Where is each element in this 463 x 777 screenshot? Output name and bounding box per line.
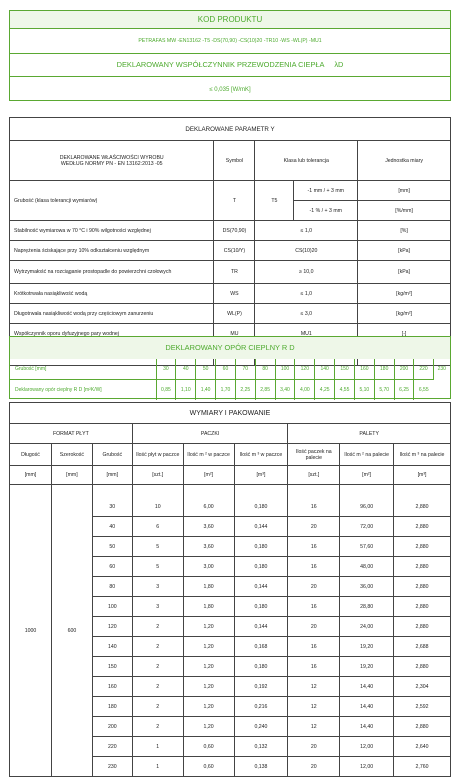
table-cell: 0,132 [234,737,288,757]
table-cell: 1,20 [183,677,234,697]
param-symbol: MU [214,324,255,344]
table-cell: 60 [92,557,132,577]
declared-conductivity-label: DEKLAROWANY WSPÓŁCZYNNIK PRZEWODZENIA CIEPŁA [116,60,325,69]
packaging-unit: [mm] [10,466,52,485]
packaging-header: Ilość m ³ w paczce [234,444,288,466]
table-cell: 2,760 [394,757,451,777]
packaging-header-row [10,444,451,466]
product-code: PETRAFAS MW -EN13162 -T5 -DS(70,90) -CS(10)20 -TR10 -WS -WL(P) -MU1 [10,28,450,53]
packaging-unit: [m³] [234,466,288,485]
thickness-value: 160 [354,359,374,380]
table-cell: 0,144 [234,617,288,637]
table-cell: 180 [92,697,132,717]
table-cell: 12 [288,677,340,697]
resistance-value: 6,55 [414,380,433,401]
packaging-header: Długość [10,444,52,466]
table-cell: 0,180 [234,537,288,557]
table-cell: 80 [92,577,132,597]
thickness-value: 220 [414,359,433,380]
param-class: ≥ 10,0 [255,261,358,284]
pallets-label: PALETY [288,424,451,444]
resistance-value: 5,70 [374,380,394,401]
table-cell: 2 [132,617,183,637]
thickness-value: 70 [235,359,255,380]
thickness-row [10,359,450,380]
packaging-header: Ilość paczek na palecie [288,444,340,466]
table-cell: 1,80 [183,597,234,617]
table-cell: 40 [92,517,132,537]
param-class: ≤ 1,0 [255,284,358,304]
param-class: CS(10)20 [255,241,358,261]
table-cell: 2,688 [394,637,451,657]
table-cell: 0,240 [234,717,288,737]
table-cell: 24,00 [340,617,394,637]
table-cell: 14,40 [340,717,394,737]
param-symbol: DS(70,90) [214,221,255,241]
params-col-property: DEKLAROWANE WŁAŚCIWOŚCI WYROBU WEDŁUG NORMY PN - EN 13162:2013 -05 [10,141,214,181]
param-tolerance: -1 % / + 3 mm [294,201,358,221]
packaging-unit: [m²] [183,466,234,485]
table-cell: 3,60 [183,537,234,557]
thermal-resistance-title: DEKLAROWANY OPÓR CIEPLNY R D [10,337,450,359]
table-cell: 2 [132,657,183,677]
table-cell: 0,60 [183,737,234,757]
table-cell: 1,20 [183,657,234,677]
table-cell: 28,80 [340,597,394,617]
resistance-value: 3,40 [275,380,295,401]
table-cell: 10 [132,485,183,517]
table-cell: 30 [92,485,132,517]
param-class: ≤ 3,0 [255,304,358,324]
table-cell: 2,880 [394,657,451,677]
param-unit: [kg/m²] [358,304,451,324]
table-cell: 12 [288,717,340,737]
thickness-value: 120 [295,359,315,380]
param-class: ≤ 1,0 [255,221,358,241]
table-cell: 6 [132,517,183,537]
table-cell: 50 [92,537,132,557]
table-cell: 2,880 [394,485,451,517]
param-unit: [-] [358,324,451,344]
thickness-value: 150 [335,359,355,380]
resistance-row [10,380,450,401]
table-cell: 16 [288,637,340,657]
table-cell: 57,60 [340,537,394,557]
table-cell: 0,216 [234,697,288,717]
param-unit: [kPa] [358,261,451,284]
param-symbol: WL(P) [214,304,255,324]
param-symbol: T [214,181,255,221]
packaging-unit: [m³] [394,466,451,485]
table-cell: 1,20 [183,637,234,657]
packaging-header: Ilość m ³ na palecie [394,444,451,466]
param-unit: [mm] [358,181,451,201]
table-cell: 150 [92,657,132,677]
resistance-value: 6,25 [394,380,414,401]
packaging-units-row [10,466,451,485]
table-cell: 0,60 [183,757,234,777]
table-cell: 16 [288,657,340,677]
param-property: Naprężenia ściskające przy 10% odkształceniu względnym [10,241,214,261]
table-row [10,485,451,517]
table-cell: 2,304 [394,677,451,697]
resistance-value: 1,10 [176,380,196,401]
thickness-value: 80 [255,359,275,380]
length-value: 1000 [10,485,52,777]
table-cell: 12,00 [340,737,394,757]
table-cell: 96,00 [340,485,394,517]
param-property: Krótkotrwała nasiąkliwość wodą [10,284,214,304]
table-cell: 16 [288,485,340,517]
table-cell: 1,20 [183,717,234,737]
resistance-value: 1,70 [216,380,236,401]
table-cell: 20 [288,577,340,597]
packs-label: PACZKI [132,424,288,444]
packaging-header: Ilość płyt w paczce [132,444,183,466]
packaging-table [9,402,451,777]
table-cell: 0,180 [234,485,288,517]
table-cell: 20 [288,617,340,637]
packaging-unit: [szt.] [132,466,183,485]
table-cell: 20 [288,517,340,537]
table-cell: 36,00 [340,577,394,597]
param-unit: [kPa] [358,241,451,261]
table-cell: 20 [288,737,340,757]
thermal-resistance-table [10,359,450,400]
table-cell: 14,40 [340,697,394,717]
packaging-title: WYMIARY I PAKOWANIE [10,403,451,424]
table-cell: 5 [132,557,183,577]
param-symbol: CS(10/Y) [214,241,255,261]
table-cell: 16 [288,557,340,577]
table-cell: 6,00 [183,485,234,517]
resistance-value: 0,85 [156,380,176,401]
table-cell: 1 [132,757,183,777]
table-cell: 12,00 [340,757,394,777]
packaging-unit: [szt.] [288,466,340,485]
table-cell: 3,60 [183,517,234,537]
table-cell: 200 [92,717,132,737]
param-unit: [%/mm] [358,201,451,221]
table-cell: 0,138 [234,757,288,777]
table-cell: 1 [132,737,183,757]
table-cell: 19,20 [340,657,394,677]
table-cell: 2 [132,717,183,737]
params-col-class: Klasa lub tolerancja [255,141,358,181]
table-cell: 2 [132,697,183,717]
params-col-symbol: Symbol [214,141,255,181]
resistance-value: 2,85 [255,380,275,401]
table-cell: 2,880 [394,617,451,637]
param-tolerance: -1 mm / + 3 mm [294,181,358,201]
param-class: MU1 [255,324,358,344]
table-cell: 2,880 [394,537,451,557]
packaging-header: Grubość [92,444,132,466]
param-symbol: WS [214,284,255,304]
packaging-header: Szerokość [51,444,92,466]
table-cell: 2,880 [394,517,451,537]
table-cell: 48,00 [340,557,394,577]
table-cell: 3 [132,597,183,617]
param-property: Długotrwała nasiąkliwość wodą przy częściowym zanurzeniu [10,304,214,324]
packaging-unit: [mm] [92,466,132,485]
params-col-unit: Jednostka miary [358,141,451,181]
table-cell: 1,80 [183,577,234,597]
thickness-label: Grubość [mm] [15,366,47,372]
table-cell: 2,640 [394,737,451,757]
thickness-value: 140 [315,359,335,380]
table-cell: 2,880 [394,717,451,737]
param-property: Współczynnik oporu dyfuzyjnego pary wodnej [10,324,214,344]
packaging-unit: [m²] [340,466,394,485]
table-cell: 0,192 [234,677,288,697]
param-property: Wytrzymałość na rozciąganie prostopadle do powierzchni czołowych [10,261,214,284]
table-cell: 0,180 [234,597,288,617]
product-code-title: KOD PRODUKTU [10,11,450,28]
table-cell: 140 [92,637,132,657]
packaging-header: Ilość m ² na palecie [340,444,394,466]
param-class: T5 [255,181,294,221]
thickness-value: 100 [275,359,295,380]
table-cell: 2,880 [394,577,451,597]
table-cell: 19,20 [340,637,394,657]
thickness-value: 30 [156,359,176,380]
table-cell: 2,592 [394,697,451,717]
table-cell: 0,180 [234,557,288,577]
table-cell: 160 [92,677,132,697]
width-value: 600 [51,485,92,777]
declared-parameters-table [9,117,451,366]
thickness-value: 60 [216,359,236,380]
param-symbol: TR [214,261,255,284]
packaging-unit: [mm] [51,466,92,485]
table-cell: 230 [92,757,132,777]
thickness-value: 40 [176,359,196,380]
resistance-value: 5,10 [354,380,374,401]
resistance-value: 4,00 [295,380,315,401]
table-cell: 16 [288,597,340,617]
table-cell: 0,180 [234,657,288,677]
table-cell: 1,20 [183,617,234,637]
table-cell: 2 [132,677,183,697]
table-cell: 2,880 [394,597,451,617]
resistance-label: Deklarowany opór cieplny R D [m²K/W] [10,380,156,401]
table-cell: 2,880 [394,557,451,577]
table-cell: 0,144 [234,577,288,597]
table-cell: 3,00 [183,557,234,577]
table-cell: 12 [288,697,340,717]
resistance-value: 4,55 [335,380,355,401]
table-cell: 0,144 [234,517,288,537]
param-unit: [kg/m²] [358,284,451,304]
table-cell: 5 [132,537,183,557]
param-property: Stabilność wymiarowa w 70 °C i 90% wilgotności względnej [10,221,214,241]
param-unit: [%] [358,221,451,241]
table-cell: 1,20 [183,697,234,717]
thickness-value: 230 [433,359,450,380]
table-cell: 2 [132,637,183,657]
table-cell: 120 [92,617,132,637]
table-cell: 14,40 [340,677,394,697]
table-cell: 3 [132,577,183,597]
table-cell: 0,168 [234,637,288,657]
param-property: Grubość (klasa tolerancji wymiarów) [10,181,214,221]
format-label: FORMAT PŁYT [10,424,133,444]
table-cell: 20 [288,757,340,777]
thickness-value: 200 [394,359,414,380]
thermal-resistance-box [9,336,451,399]
table-cell: 220 [92,737,132,757]
lambda-symbol: λD [334,60,344,69]
product-code-box [9,10,451,101]
packaging-header: Ilość m ² w paczce [183,444,234,466]
table-cell: 16 [288,537,340,557]
declared-conductivity-heading [10,53,450,76]
thickness-value: 50 [196,359,216,380]
table-cell: 72,00 [340,517,394,537]
params-title: DEKLAROWANE PARAMETR Y [10,118,451,141]
resistance-value: 4,25 [315,380,335,401]
lambda-value: ≤ 0,035 [W/mK] [10,76,450,103]
resistance-value: 1,40 [196,380,216,401]
resistance-value: 2,25 [235,380,255,401]
table-cell: 100 [92,597,132,617]
thickness-value: 180 [374,359,394,380]
